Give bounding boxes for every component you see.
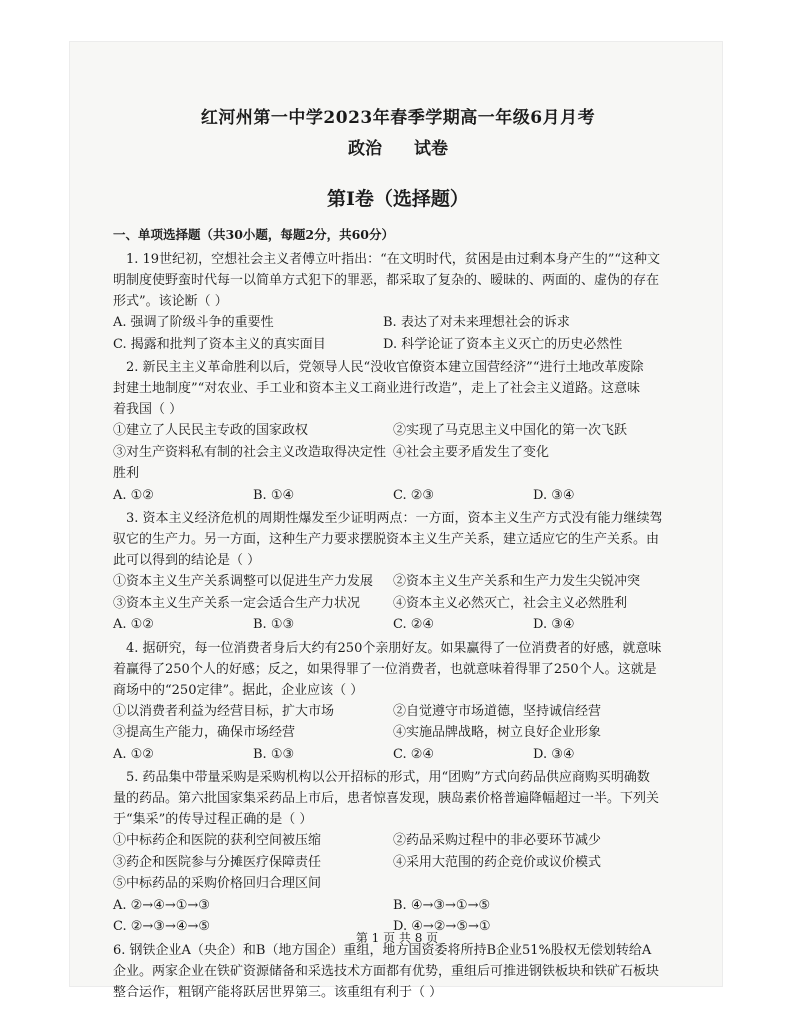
option-d[interactable]: D. ③④ bbox=[533, 746, 575, 762]
option-c[interactable]: C. 揭露和批判了资本主义的真实面目 bbox=[113, 336, 326, 352]
question-stem-line: 此可以得到的结论是（ ） bbox=[113, 553, 261, 568]
question-1 bbox=[113, 249, 683, 355]
question-stem-line: 5. 药品集中带量采购是采购机构以公开招标的形式，用“团购”方式向药品供应商购买明确数 bbox=[126, 770, 650, 785]
question-5 bbox=[113, 767, 683, 938]
option-c[interactable]: C. ②④ bbox=[393, 746, 435, 762]
option-list bbox=[113, 744, 683, 766]
option-d[interactable]: D. ③④ bbox=[533, 617, 575, 632]
question-4 bbox=[113, 638, 683, 766]
option-c[interactable]: C. ②→③→④→⑤ bbox=[113, 919, 211, 934]
option-d[interactable]: D. ③④ bbox=[533, 487, 575, 503]
option-list bbox=[113, 614, 683, 636]
option-a[interactable]: A. ①② bbox=[113, 746, 154, 762]
option-b[interactable]: B. 表达了对未来理想社会的诉求 bbox=[383, 315, 570, 330]
statement-1: ①中标药企和医院的获利空间被压缩 bbox=[113, 833, 322, 848]
question-stem-line: 4. 据研究，每一位消费者身后大约有250个亲朋好友。如果赢得了一位消费者的好感，就意味 bbox=[126, 640, 662, 656]
option-b[interactable]: B. ④→③→①→⑤ bbox=[393, 897, 491, 913]
volume-heading: 第Ⅰ卷（选择题） bbox=[327, 188, 469, 210]
statement-1: ①以消费者利益为经营目标，扩大市场 bbox=[113, 703, 335, 719]
option-a[interactable]: A. 强调了阶级斗争的重要性 bbox=[113, 315, 274, 330]
statement-3: ③药企和医院参与分摊医疗保障责任 bbox=[113, 854, 322, 870]
option-b[interactable]: B. ①③ bbox=[253, 746, 295, 762]
statement-2: ②资本主义生产关系和生产力发生尖锐冲突 bbox=[393, 574, 641, 589]
option-b[interactable]: B. ①④ bbox=[253, 487, 295, 503]
option-list bbox=[113, 485, 683, 507]
question-3 bbox=[113, 508, 683, 636]
question-stem-line: 整合运作，粗钢产能将跃居世界第三。该重组有利于（ ） bbox=[113, 984, 443, 1000]
statement-3: ③对生产资料私有制的社会主义改造取得决定性胜利 bbox=[113, 444, 387, 481]
page-footer: 第 1 页 共 8 页 bbox=[355, 931, 439, 945]
question-stem-line: 2. 新民主主义革命胜利以后，党领导人民“没收官僚资本建立国营经济”“进行土地改革废除 bbox=[126, 360, 644, 375]
exam-content bbox=[113, 103, 683, 1005]
question-stem-line: 1. 19世纪初，空想社会主义者傅立叶指出：“在文明时代，贫困是由过剩本身产生的”“这种文 bbox=[126, 252, 661, 267]
statement-4: ④资本主义必然灭亡，社会主义必然胜利 bbox=[393, 595, 628, 611]
statement-list bbox=[113, 701, 683, 744]
statement-3: ③提高生产能力，确保市场经营 bbox=[113, 725, 296, 740]
option-d[interactable]: D. 科学论证了资本主义灭亡的历史必然性 bbox=[383, 336, 623, 352]
statement-5: ⑤中标药品的采购价格回归合理区间 bbox=[113, 876, 322, 891]
exam-subtitle bbox=[113, 134, 683, 159]
question-6 bbox=[113, 940, 683, 1003]
option-list bbox=[113, 312, 683, 355]
question-stem-line: 量的药品。第六批国家集采药品上市后，患者惊喜发现，胰岛素价格普遍降幅超过一半。下列关 bbox=[113, 791, 660, 806]
statement-4: ④实施品牌战略，树立良好企业形象 bbox=[393, 725, 602, 740]
statement-2: ②实现了马克思主义中国化的第一次飞跃 bbox=[393, 423, 628, 438]
statement-2: ②自觉遵守市场道德，坚持诚信经营 bbox=[393, 703, 602, 719]
statement-list bbox=[113, 571, 683, 614]
statement-3: ③资本主义生产关系一定会适合生产力状况 bbox=[113, 595, 361, 611]
question-stem-line: 3. 资本主义经济危机的周期性爆发至少证明两点：一方面，资本主义生产方式没有能力继续驾 bbox=[126, 511, 663, 526]
exam-title: 红河州第一中学2023年春季学期高一年级6月月考 bbox=[200, 108, 596, 128]
option-b[interactable]: B. ①③ bbox=[253, 617, 295, 632]
statement-2: ②药品采购过程中的非必要环节减少 bbox=[393, 833, 602, 848]
statement-list bbox=[113, 420, 683, 485]
question-stem-line: 着赢得了250个人的好感；反之，如果得罪了一位消费者，也就意味着得罪了250个人。这就是 bbox=[113, 661, 657, 677]
question-2 bbox=[113, 357, 683, 506]
statement-1: ①建立了人民民主专政的国家政权 bbox=[113, 423, 309, 438]
option-c[interactable]: C. ②④ bbox=[393, 617, 435, 632]
question-stem-line: 着我国（ ） bbox=[113, 402, 183, 417]
option-a[interactable]: A. ①② bbox=[113, 487, 154, 503]
subject-label: 政治 bbox=[348, 139, 382, 159]
section-heading: 一、单项选择题（共30小题，每题2分，共60分） bbox=[113, 227, 394, 242]
question-stem-line: 6. 钢铁企业A（央企）和B（地方国企）重组，地方国资委将所持B企业51%股权无偿划转给A bbox=[113, 942, 652, 958]
option-d[interactable]: D. ④→②→⑤→① bbox=[393, 919, 491, 934]
option-c[interactable]: C. ②③ bbox=[393, 487, 435, 503]
question-stem-line: 形式”。该论断（ ） bbox=[113, 294, 228, 309]
question-stem-line: 驭它的生产力。另一方面，这种生产力要求摆脱资本主义生产关系，建立适应它的生产关系。由 bbox=[113, 532, 660, 547]
statement-4: ④采用大范围的药企竞价或议价模式 bbox=[393, 854, 602, 870]
question-stem-line: 商场中的“250定律”。据此，企业应该（ ） bbox=[113, 682, 364, 698]
option-a[interactable]: A. ②→④→①→③ bbox=[113, 897, 210, 913]
question-stem-line: 封建土地制度”“对农业、手工业和资本主义工商业进行改造”，走上了社会主义道路。这意味 bbox=[113, 381, 640, 396]
statement-list bbox=[113, 830, 683, 895]
question-stem-line: 于“集采”的传导过程正确的是（ ） bbox=[113, 812, 313, 827]
statement-1: ①资本主义生产关系调整可以促进生产力发展 bbox=[113, 574, 374, 589]
question-stem-line: 企业。两家企业在铁矿资源储备和采选技术方面都有优势，重组后可推进钢铁板块和铁矿石板块 bbox=[113, 963, 660, 979]
paper-label: 试卷 bbox=[414, 139, 448, 159]
option-a[interactable]: A. ①② bbox=[113, 617, 154, 632]
question-stem-line: 明制度使野蛮时代每一以简单方式犯下的罪恶，都采取了复杂的、暧昧的、两面的、虚伪的存在 bbox=[113, 273, 660, 288]
statement-4: ④社会主要矛盾发生了变化 bbox=[393, 444, 550, 460]
